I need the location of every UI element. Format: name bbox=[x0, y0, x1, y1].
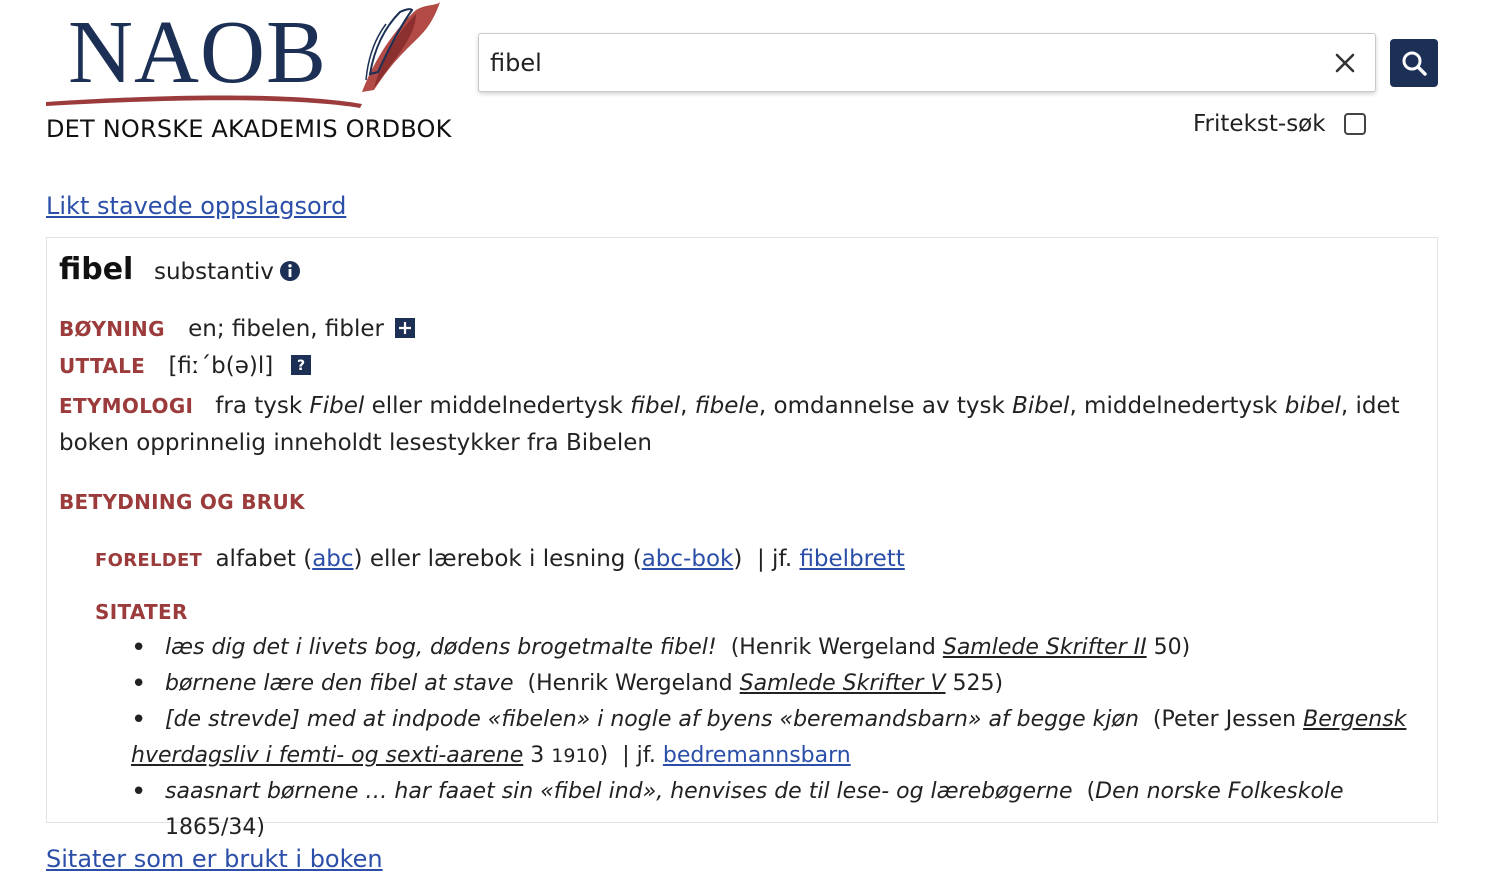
naob-logo[interactable] bbox=[44, 0, 452, 150]
quote-source-pre: (Henrik Wergeland bbox=[730, 635, 943, 660]
quote-source-post: 3 bbox=[523, 743, 545, 768]
etym-term: fibele bbox=[694, 393, 759, 419]
quote-item bbox=[131, 702, 1431, 774]
info-icon[interactable] bbox=[279, 260, 301, 282]
quote-item bbox=[131, 774, 1431, 846]
quote-source-pre: (Henrik Wergeland bbox=[527, 671, 740, 696]
quote-text: [de strevde] med at indpode «fibelen» i nogle af byens «beremandsbarn» af begge kjøn bbox=[165, 707, 1139, 732]
boyning-value: en; fibelen, fibler bbox=[188, 316, 384, 342]
foreldet-label: FORELDET bbox=[95, 550, 203, 571]
link-fibelbrett[interactable]: fibelbrett bbox=[799, 546, 905, 572]
uttale-row bbox=[59, 353, 311, 379]
quote-source-pre: (Peter Jessen bbox=[1152, 707, 1304, 732]
uttale-label: UTTALE bbox=[59, 354, 146, 378]
part-of-speech: substantiv bbox=[154, 259, 274, 285]
quote-item bbox=[131, 666, 1431, 702]
etym-text: , middelnedertysk bbox=[1069, 393, 1285, 419]
quote-text: børnene lære den fibel at stave bbox=[165, 671, 514, 696]
sense-text: ) | jf. bbox=[733, 546, 800, 572]
search-box bbox=[478, 33, 1376, 92]
question-icon[interactable] bbox=[291, 355, 311, 375]
close-icon[interactable] bbox=[1333, 51, 1357, 75]
quote-text: saasnart børnene … har faaet sin «fibel ind», henvises de til lese- og lærebøgerne bbox=[165, 779, 1073, 804]
boyning-label: BØYNING bbox=[59, 317, 165, 341]
etym-term: Bibel bbox=[1012, 393, 1070, 419]
quote-item bbox=[131, 630, 1431, 666]
headword: fibel bbox=[59, 252, 134, 287]
etym-text: , bbox=[680, 393, 695, 419]
quote-source-title: Samlede Skrifter II bbox=[942, 635, 1147, 660]
logo-subtitle: DET NORSKE AKADEMIS ORDBOK bbox=[46, 115, 452, 143]
sense-text: ) eller lærebok i lesning ( bbox=[353, 546, 642, 572]
quote-source-title: Den norske Folkeskole bbox=[1095, 779, 1344, 804]
quote-source-post: 1865/34) bbox=[165, 815, 265, 840]
search-button[interactable] bbox=[1390, 39, 1438, 87]
fritekst-toggle bbox=[1193, 109, 1366, 139]
boyning-row bbox=[59, 316, 415, 342]
search-icon bbox=[1401, 50, 1427, 76]
quote-text: læs dig det i livets bog, dødens brogetmalte fibel! bbox=[165, 635, 717, 660]
quote-year: 1910 bbox=[551, 745, 600, 767]
etym-text: , omdannelse av tysk bbox=[758, 393, 1013, 419]
etymologi-row bbox=[59, 388, 1419, 462]
quote-source-pre: ( bbox=[1086, 779, 1096, 804]
bottom-link[interactable]: Sitater som er brukt i boken bbox=[46, 845, 383, 873]
etymologi-label: ETYMOLOGI bbox=[59, 394, 194, 418]
sitater-heading: SITATER bbox=[95, 600, 188, 624]
link-bedremannsbarn[interactable]: bedremannsbarn bbox=[662, 743, 851, 768]
etym-term: fibel bbox=[630, 393, 681, 419]
fritekst-label: Fritekst-søk bbox=[1193, 111, 1326, 137]
etym-text: fra tysk bbox=[215, 393, 310, 419]
logo-wordmark: NAOB bbox=[68, 3, 328, 102]
betydning-heading: BETYDNING OG BRUK bbox=[59, 490, 305, 514]
similar-words-link[interactable]: Likt stavede oppslagsord bbox=[46, 192, 347, 220]
quote-source-post: ) | jf. bbox=[599, 743, 663, 768]
link-abc-bok[interactable]: abc-bok bbox=[641, 546, 734, 572]
dictionary-article bbox=[46, 237, 1438, 840]
quote-source-title: hverdagsliv i femti- og sexti-aarene bbox=[131, 743, 524, 768]
quote-source-title: Samlede Skrifter V bbox=[739, 671, 946, 696]
search-input[interactable] bbox=[490, 44, 1310, 82]
quotes-list bbox=[131, 630, 1431, 846]
link-abc[interactable]: abc bbox=[312, 546, 354, 572]
fritekst-checkbox[interactable] bbox=[1344, 113, 1366, 135]
quote-source-post: 525) bbox=[945, 671, 1004, 696]
quote-source-title: Bergensk bbox=[1303, 707, 1407, 732]
quote-source-post: 50) bbox=[1146, 635, 1191, 660]
svg-text:?: ? bbox=[296, 358, 305, 374]
plus-icon[interactable] bbox=[395, 318, 415, 338]
etym-term: bibel bbox=[1284, 393, 1341, 419]
uttale-value: [fiː´b(ə)l] bbox=[168, 353, 274, 379]
etym-term: Fibel bbox=[309, 393, 365, 419]
sense-text: alfabet ( bbox=[215, 546, 313, 572]
etym-text: eller middelnedertysk bbox=[364, 393, 631, 419]
etym-text: , idet boken opprinnelig inneholdt lesestykker fra Bibelen bbox=[59, 393, 1400, 456]
sense-definition bbox=[95, 546, 905, 572]
